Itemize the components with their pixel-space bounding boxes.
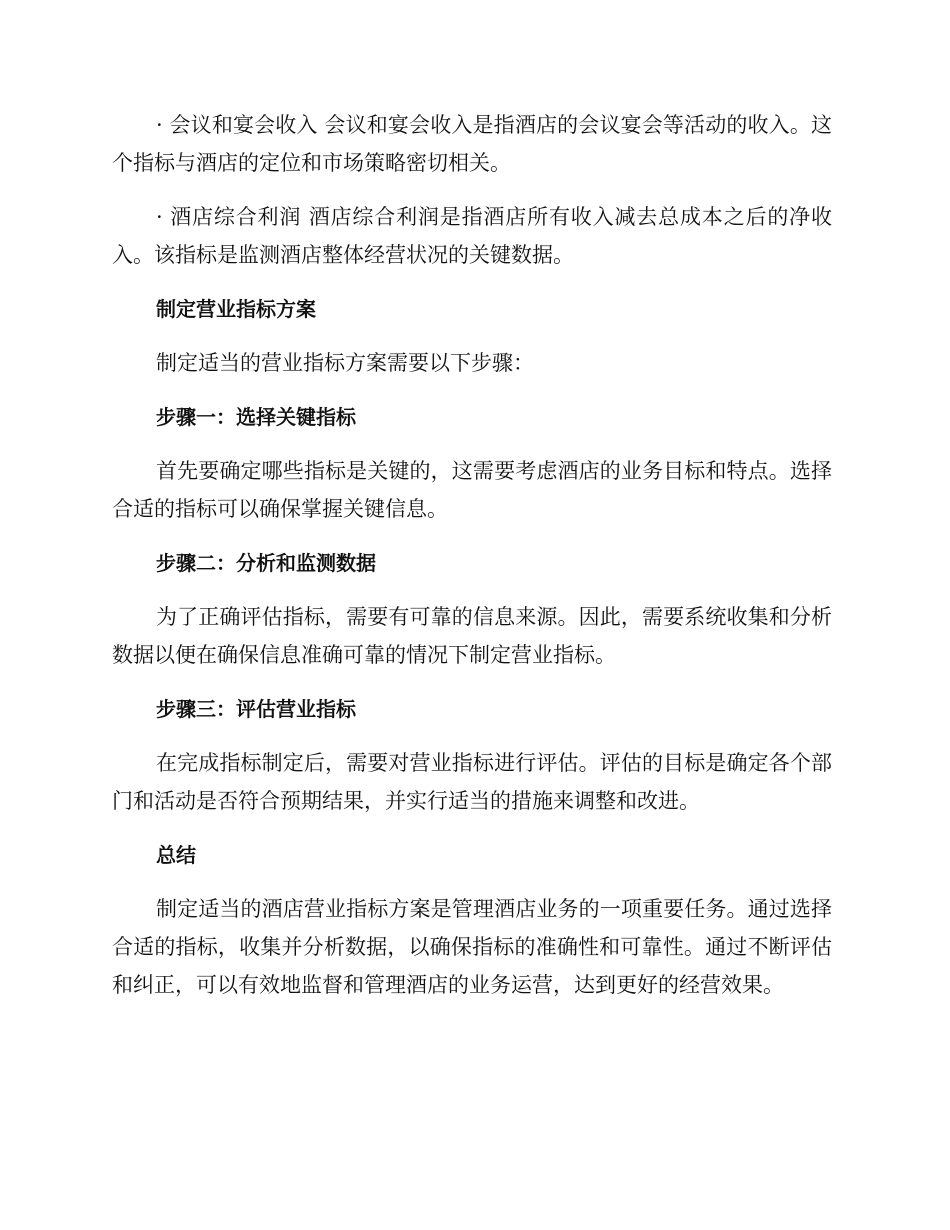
- step-heading-three: 步骤三：评估营业指标: [156, 697, 356, 721]
- spacer: [112, 382, 832, 398]
- step-heading-one: 步骤一：选择关键指标: [156, 405, 356, 429]
- paragraph-step-two: 为了正确评估指标，需要有可靠的信息来源。因此，需要系统收集和分析数据以便在确保信息准确可靠的情况下制定营业指标。: [112, 605, 832, 667]
- paragraph-steps-intro: 制定适当的营业指标方案需要以下步骤：: [156, 351, 534, 375]
- document-page: [112, 106, 832, 1004]
- section-heading-plan: 制定营业指标方案: [156, 297, 316, 321]
- spacer: [112, 528, 832, 544]
- step-heading-two: 步骤二：分析和监测数据: [156, 551, 376, 575]
- spacer: [112, 436, 832, 452]
- spacer: [112, 582, 832, 598]
- paragraph-step-one: 首先要确定哪些指标是关键的，这需要考虑酒店的业务目标和特点。选择合适的指标可以确保掌握关键信息。: [112, 459, 832, 521]
- section-heading-summary: 总结: [156, 843, 196, 867]
- bullet-paragraph-total-profit: · 酒店综合利润 酒店综合利润是指酒店所有收入减去总成本之后的净收入。该指标是监测酒店整体经营状况的关键数据。: [112, 205, 832, 267]
- spacer: [112, 328, 832, 344]
- paragraph-summary: 制定适当的酒店营业指标方案是管理酒店业务的一项重要任务。通过选择合适的指标，收集并分析数据，以确保指标的准确性和可靠性。通过不断评估和纠正，可以有效地监督和管理酒店的业务运营，达到更好的经营效果。: [112, 897, 832, 997]
- spacer: [112, 728, 832, 744]
- spacer: [112, 274, 832, 290]
- spacer: [112, 820, 832, 836]
- spacer: [112, 674, 832, 690]
- spacer: [112, 182, 832, 198]
- bullet-paragraph-meeting-revenue: · 会议和宴会收入 会议和宴会收入是指酒店的会议宴会等活动的收入。这个指标与酒店的定位和市场策略密切相关。: [112, 113, 832, 175]
- spacer: [112, 874, 832, 890]
- paragraph-step-three: 在完成指标制定后，需要对营业指标进行评估。评估的目标是确定各个部门和活动是否符合预期结果，并实行适当的措施来调整和改进。: [112, 751, 832, 813]
